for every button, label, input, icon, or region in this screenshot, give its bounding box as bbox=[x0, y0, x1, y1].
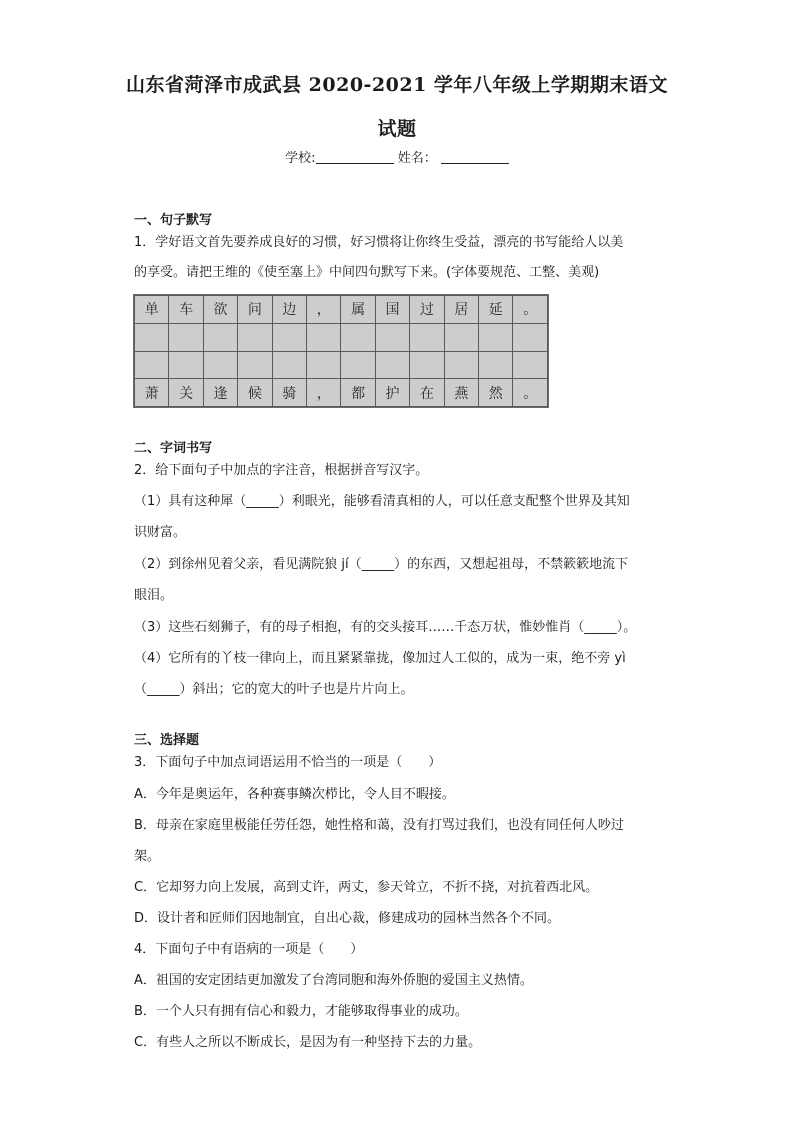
grid-row-1 bbox=[135, 296, 548, 324]
grid-cell bbox=[238, 351, 272, 379]
grid-cell bbox=[203, 323, 237, 351]
q2-stem: 2．给下面句子中加点的字注音，根据拼音写汉字。 bbox=[134, 463, 429, 478]
q1-line-1: 1．学好语文首先要养成良好的习惯，好习惯将让你终生受益，漂亮的书写能给人以美 bbox=[134, 235, 624, 250]
name-blank[interactable] bbox=[441, 150, 509, 164]
q2-item4-line1: （4）它所有的丫枝一律向上，而且紧紧靠拢，像加过人工似的，成为一束，绝不旁 yì bbox=[134, 651, 626, 666]
grid-cell bbox=[272, 351, 306, 379]
grid-cell: 在 bbox=[410, 379, 444, 407]
grid-cell: 延 bbox=[479, 296, 513, 324]
q4-option-b: B．一个人只有拥有信心和毅力，才能够取得事业的成功。 bbox=[134, 1004, 468, 1019]
grid-cell: 属 bbox=[341, 296, 375, 324]
grid-cell bbox=[135, 351, 169, 379]
q3-option-b-line2: 架。 bbox=[134, 849, 161, 864]
grid-cell bbox=[375, 351, 409, 379]
grid-row-3 bbox=[135, 351, 548, 379]
grid-cell: 居 bbox=[444, 296, 478, 324]
q3-option-a: A．今年是奥运年，各种赛事鳞次栉比，令人目不暇接。 bbox=[134, 787, 455, 802]
q4-option-c: C．有些人之所以不断成长，是因为有一种坚持下去的力量。 bbox=[134, 1035, 482, 1050]
q3-stem: 3．下面句子中加点词语运用不恰当的一项是（ ） bbox=[134, 755, 442, 770]
q2-item1-line2: 识财富。 bbox=[134, 525, 187, 540]
page-title-line-2: 试题 bbox=[377, 118, 417, 140]
section-heading-3: 三、选择题 bbox=[134, 733, 200, 748]
grid-cell: 国 bbox=[375, 296, 409, 324]
q2-item2-line1: （2）到徐州见着父亲，看见满院狼 jí（_____）的东西，又想起祖母，不禁簌簌地流下 bbox=[134, 557, 629, 572]
grid-cell bbox=[513, 351, 548, 379]
grid-cell: ， bbox=[307, 296, 341, 324]
grid-cell bbox=[479, 323, 513, 351]
handwriting-grid-image bbox=[133, 294, 549, 408]
grid-cell bbox=[410, 323, 444, 351]
grid-cell: 燕 bbox=[444, 379, 478, 407]
grid-cell: 车 bbox=[169, 296, 203, 324]
grid-cell bbox=[513, 323, 548, 351]
q4-stem: 4．下面句子中有语病的一项是（ ） bbox=[134, 942, 364, 957]
grid-cell: 逢 bbox=[203, 379, 237, 407]
q2-item1-line1: （1）具有这种犀（_____）利眼光，能够看清真相的人，可以任意支配整个世界及其知 bbox=[134, 494, 630, 509]
grid-cell bbox=[444, 323, 478, 351]
grid-cell: 护 bbox=[375, 379, 409, 407]
grid-cell bbox=[479, 351, 513, 379]
grid-cell: 都 bbox=[341, 379, 375, 407]
grid-cell bbox=[341, 351, 375, 379]
q1-line-2: 的享受。请把王维的《使至塞上》中间四句默写下来。(字体要规范、工整、美观) bbox=[134, 265, 600, 280]
grid-cell: 欲 bbox=[203, 296, 237, 324]
section-heading-2: 二、字词书写 bbox=[134, 441, 213, 456]
grid-cell: 。 bbox=[513, 379, 548, 407]
grid-cell: 关 bbox=[169, 379, 203, 407]
school-blank[interactable] bbox=[316, 150, 394, 164]
q2-item2-line2: 眼泪。 bbox=[134, 588, 174, 603]
grid-cell bbox=[307, 323, 341, 351]
q2-item4-line2: （_____）斜出；它的宽大的叶子也是片片向上。 bbox=[134, 682, 414, 697]
q3-option-c: C．它却努力向上发展，高到丈许，两丈，参天耸立，不折不挠，对抗着西北风。 bbox=[134, 880, 599, 895]
page-title-line-1: 山东省菏泽市成武县 2020-2021 学年八年级上学期期末语文 bbox=[126, 74, 668, 96]
grid-cell bbox=[307, 351, 341, 379]
q2-item3: （3）这些石刻狮子，有的母子相抱，有的交头接耳……千态万状，惟妙惟肖（_____）。 bbox=[134, 620, 637, 635]
q3-option-b-line1: B．母亲在家庭里极能任劳任怨，她性格和蔼，没有打骂过我们，也没有同任何人吵过 bbox=[134, 818, 624, 833]
school-label: 学校: bbox=[285, 151, 316, 166]
grid-cell: 。 bbox=[513, 296, 548, 324]
grid-cell bbox=[375, 323, 409, 351]
grid-cell: 候 bbox=[238, 379, 272, 407]
grid-cell: 过 bbox=[410, 296, 444, 324]
section-heading-1: 一、句子默写 bbox=[134, 213, 213, 228]
grid-cell: 然 bbox=[479, 379, 513, 407]
name-label: 姓名： bbox=[397, 151, 437, 166]
grid-cell bbox=[410, 351, 444, 379]
q3-option-d: D．设计者和匠师们因地制宜，自出心裁，修建成功的园林当然各个不同。 bbox=[134, 911, 561, 926]
grid-cell bbox=[169, 323, 203, 351]
grid-cell: ， bbox=[307, 379, 341, 407]
grid-cell bbox=[238, 323, 272, 351]
grid-cell bbox=[203, 351, 237, 379]
grid-cell bbox=[444, 351, 478, 379]
student-info bbox=[0, 147, 794, 166]
grid-row-4 bbox=[135, 379, 548, 407]
grid-cell bbox=[341, 323, 375, 351]
grid-cell bbox=[169, 351, 203, 379]
grid-cell: 边 bbox=[272, 296, 306, 324]
q4-option-a: A．祖国的安定团结更加激发了台湾同胞和海外侨胞的爱国主义热情。 bbox=[134, 973, 533, 988]
grid-cell: 骑 bbox=[272, 379, 306, 407]
grid-cell bbox=[272, 323, 306, 351]
grid-cell bbox=[135, 323, 169, 351]
grid-cell: 问 bbox=[238, 296, 272, 324]
grid-row-2 bbox=[135, 323, 548, 351]
grid-cell: 单 bbox=[135, 296, 169, 324]
grid-cell: 萧 bbox=[135, 379, 169, 407]
